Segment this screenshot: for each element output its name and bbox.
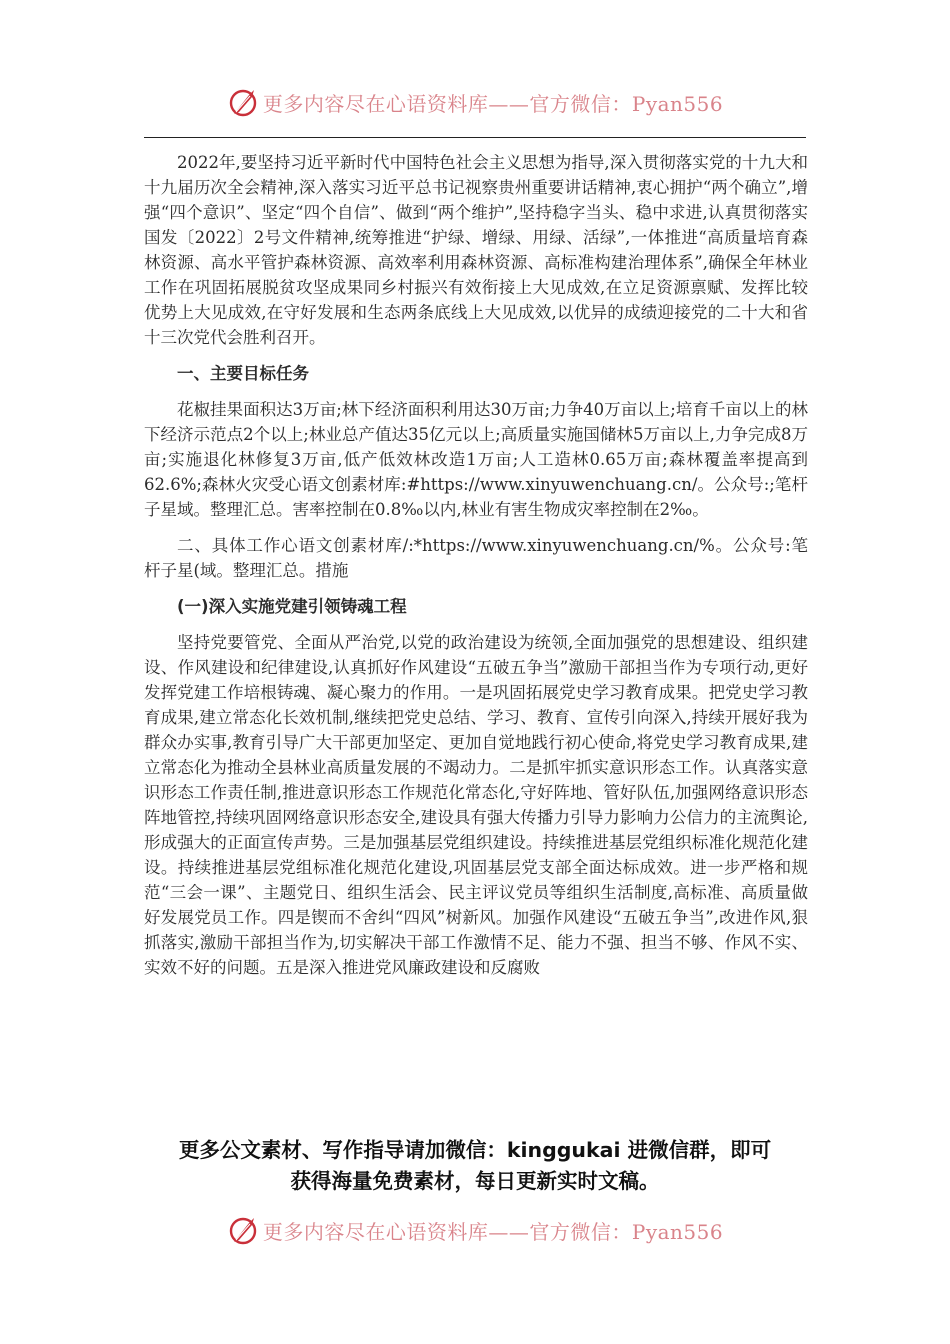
- quill-logo-icon: [227, 86, 259, 118]
- section-heading-1: 一、主要目标任务: [177, 364, 309, 383]
- document-body: [144, 150, 808, 980]
- footer-banner-text: 更多内容尽在心语资料库——官方微信：Pyan556: [262, 1219, 724, 1244]
- subsection-heading-1: (一)深入实施党建引领铸魂工程: [177, 597, 407, 616]
- promo-notice: [100, 1135, 850, 1197]
- party-building-paragraph: 坚持党要管党、全面从严治党,以党的政治建设为统领,全面加强党的思想建设、组织建设、作风建设和纪律建设,认真抓好作风建设“五破五争当”激励干部担当作为专项行动,更好发挥党建工作培根铸魂、凝心聚力的作用。一是巩固拓展党史学习教育成果。把党史学习教育成果,建立常态化长效机制,继续把党史总结、学习、教育、宣传引向深入,持续开展好我为群众办实事,教育引导广大干部更加坚定、更加自觉地践行初心使命,将党史学习教育成果,建立常态化为推动全县林业高质量发展的不竭动力。二是抓牢抓实意识形态工作。认真落实意识形态工作责任制,推进意识形态工作规范化常态化,守好阵地、管好队伍,加强网络意识形态阵地管控,持续巩固网络意识形态安全,建设具有强大传播力引导力影响力公信力的主流舆论,形成强大的正面宣传声势。三是加强基层党组织建设。持续推进基层党组织标准化规范化建设。持续推进基层党组标准化规范化建设,巩固基层党支部全面达标成效。进一步严格和规范“三会一课”、主题党日、组织生活会、民主评议党员等组织生活制度,高标准、高质量做好发展党员工作。四是锲而不舍纠“四风”树新风。加强作风建设“五破五争当”,改进作风,狠抓落实,激励干部担当作为,切实解决干部工作激情不足、能力不强、担当不够、作风不实、实效不好的问题。五是深入推进党风廉政建设和反腐败: [144, 633, 808, 977]
- targets-paragraph: 花椒挂果面积达3万亩;林下经济面积利用达30万亩;力争40万亩以上;培育千亩以上的林下经济示范点2个以上;林业总产值达35亿元以上;高质量实施国储林5万亩以上,力争完成8万亩;实施退化林修复3万亩,低产低效林改造1万亩;人工造林0.65万亩;森林覆盖率提高到62.6%;森林火灾受心语文创素材库:#https://www.xinyuwenchuang.cn/。公众号:;笔杆子星域。整理汇总。害率控制在0.8‰以内,林业有害生物成灾率控制在2‰。: [144, 400, 808, 519]
- promo-line-2: 获得海量免费素材，每日更新实时文稿。: [290, 1169, 660, 1193]
- quill-logo-icon: [227, 1214, 259, 1246]
- intro-paragraph: 2022年,要坚持习近平新时代中国特色社会主义思想为指导,深入贯彻落实党的十九大和十九届历次全会精神,深入落实习近平总书记视察贵州重要讲话精神,衷心拥护“两个确立”,增强“四个意识”、坚定“四个自信”、做到“两个维护”,坚持稳字当头、稳中求进,认真贯彻落实国发〔2022〕2号文件精神,统筹推进“护绿、增绿、用绿、活绿”,一体推进“高质量培育森林资源、高水平管护森林资源、高效率利用森林资源、高标准构建治理体系”,确保全年林业工作在巩固拓展脱贫攻坚成果同乡村振兴有效衔接上大见成效,在立足资源禀赋、发挥比较优势上大见成效,在守好发展和生态两条底线上大见成效,以优异的成绩迎接党的二十大和省十三次党代会胜利召开。: [144, 153, 808, 347]
- header-divider: [144, 137, 806, 138]
- header-banner: [0, 80, 950, 124]
- header-banner-text: 更多内容尽在心语资料库——官方微信：Pyan556: [262, 91, 724, 116]
- promo-line-1: 更多公文素材、写作指导请加微信：kinggukai 进微信群，即可: [178, 1138, 772, 1162]
- footer-banner: [0, 1208, 950, 1252]
- section-heading-2: 二、具体工作心语文创素材库/:*https://www.xinyuwenchuang.cn/%。公众号:笔杆子星(域。整理汇总。措施: [144, 536, 808, 580]
